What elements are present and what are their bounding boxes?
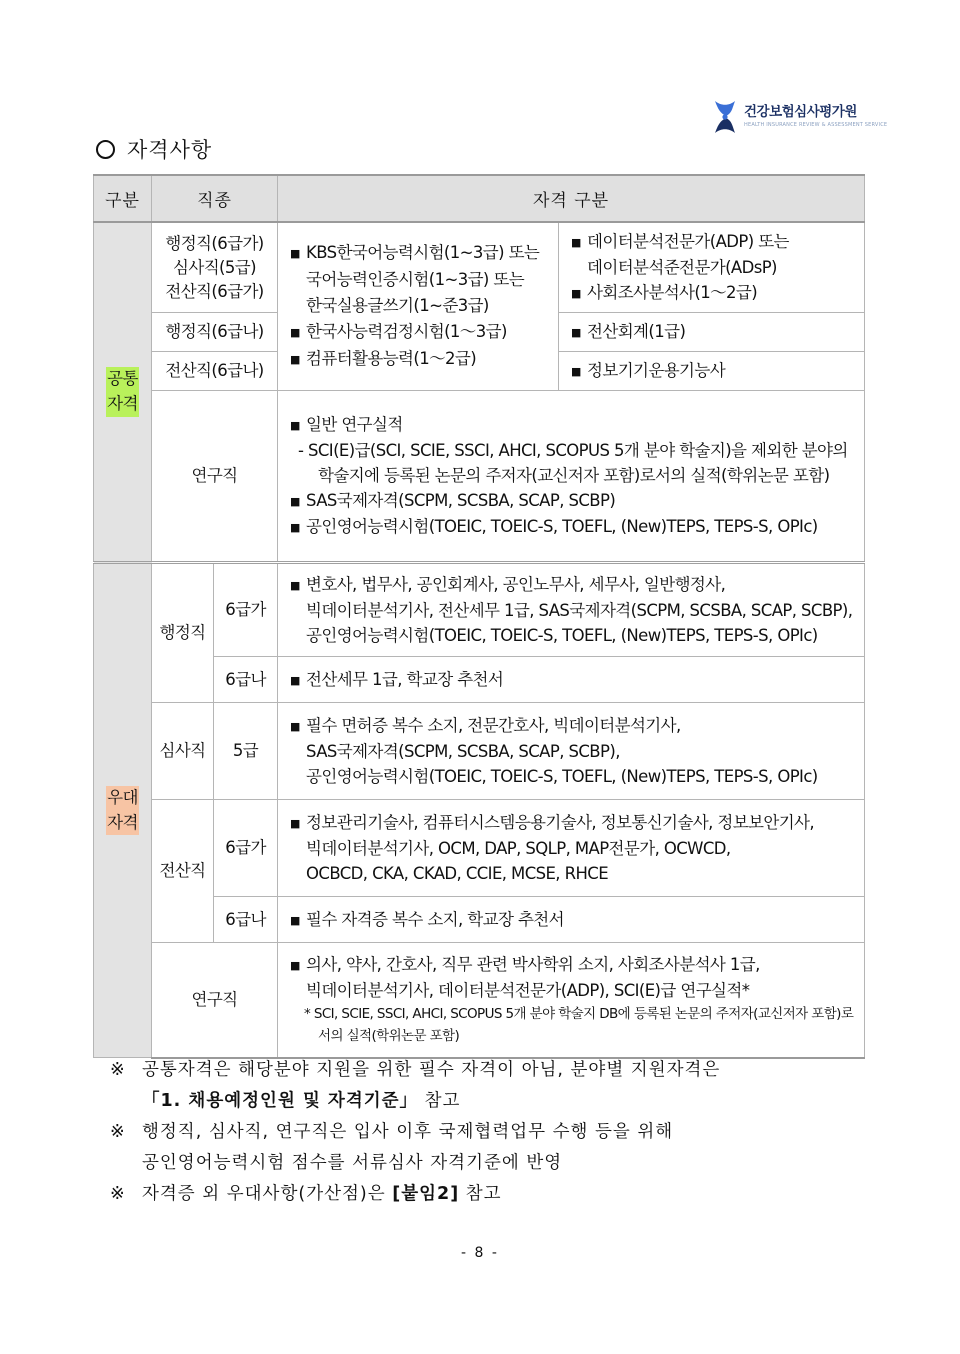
table-row: [94, 800, 865, 897]
table-row: [94, 222, 865, 313]
job-cell: 심사직: [152, 703, 214, 800]
research-footnote: * SCI, SCIE, SSCI, AHCI, SCOPUS 5개 분야 학술지 DB에 등록된 논문의 주저자(교신저자 포함)로서의 실적(학위논문 포함): [304, 1006, 854, 1045]
note-continuation: 공인영어능력시험 점수를 서류심사 자격기준에 반영: [142, 1153, 563, 1173]
job-cell: 연구직: [152, 943, 278, 1058]
reference-mark-icon: ※: [110, 1122, 126, 1142]
it-6a-qualifications: ■ 정보관리기술사, 컴퓨터시스템응용기술사, 정보통신기술사, 정보보안기사, 빅데이터분석기사, OCM, DAP, SQLP, MAP전문가, OCWCD, OCBCD, CKA, CKAD, CCIE, MCSE, RHCE: [278, 800, 865, 897]
hira-logo-icon: [712, 100, 738, 134]
job-cell: 행정직(6급가) 심사직(5급) 전산직(6급가): [152, 222, 278, 313]
job-cell: 연구직: [152, 391, 278, 563]
section-title: [96, 134, 212, 164]
it-6b-qualifications: ■ 필수 자격증 복수 소지, 학교장 추천서: [278, 897, 865, 943]
header-job-type: 직종: [152, 175, 278, 222]
page-number: - 8 -: [461, 1245, 499, 1261]
grade-cell: 6급나: [214, 657, 278, 703]
job-cell: 행정직: [152, 563, 214, 703]
admin-6b-qualifications: ■ 전산세무 1급, 학교장 추천서: [278, 657, 865, 703]
common-right-qualifications-3: ■ 정보기기운용기능사: [559, 352, 865, 391]
job-cell: 행정직(6급나): [152, 313, 278, 352]
job-cell: 전산직: [152, 800, 214, 943]
logo-subtitle: HEALTH INSURANCE REVIEW & ASSESSMENT SERVICE: [744, 121, 888, 128]
logo-name: 건강보험심사평가원: [744, 104, 857, 121]
note-continuation: 「1. 채용예정인원 및 자격기준」 참고: [142, 1091, 461, 1111]
hollow-circle-bullet-icon: [96, 140, 115, 159]
research-preferred-qualifications: ■ 의사, 약사, 간호사, 직무 관련 박사학위 소지, 사회조사분석사 1급, 빅데이터분석기사, 데이터분석전문가(ADP), SCI(E)급 연구실적* * SCI, SCIE, SSCI, AHCI, SCOPUS 5개 분야 학술지 DB에 등록된 논문의 주저자(교신저자 포함)로서의 실적(학위논문 포함): [278, 943, 865, 1058]
job-cell: 전산직(6급나): [152, 352, 278, 391]
table-header-row: [94, 175, 865, 222]
note-reference: [붙임2]: [392, 1184, 460, 1204]
section-title-text: 자격사항: [127, 138, 213, 162]
common-research-qualifications: ■ 일반 연구실적 - SCI(E)급(SCI, SCIE, SSCI, AHCI, SCOPUS 5개 분야 학술지)을 제외한 분야의 학술지에 등록된 논문의 주저자(교신저자 포함)로서의 실적(학위논문 포함) ■ SAS국제자격(SCPM, SCSBA, SCAP, SCBP) ■ 공인영어능력시험(TOEIC, TOEIC-S, TOEFL, (New)TEPS, TEPS-S, OPIc): [278, 391, 865, 563]
header-category: 구분: [94, 175, 152, 222]
hira-logo: [712, 100, 887, 134]
note-item: ※ 자격증 외 우대사항(가산점)은 [붙임2] 참고: [110, 1179, 720, 1210]
admin-6a-qualifications: ■ 변호사, 법무사, 공인회계사, 공인노무사, 세무사, 일반행정사, 빅데이터분석기사, 전산세무 1급, SAS국제자격(SCPM, SCSBA, SCAP, SCBP), 공인영어능력시험(TOEIC, TOEIC-S, TOEFL, (New)TEPS, TEPS-S, OPIc): [278, 563, 865, 657]
notes: [110, 1055, 720, 1210]
reference-mark-icon: ※: [110, 1060, 126, 1080]
common-right-qualifications-1: ■ 데이터분석전문가(ADP) 또는 데이터분석준전문가(ADsP) ■ 사회조사분석사(1～2급): [559, 222, 865, 313]
note-reference: 「1. 채용예정인원 및 자격기준」: [142, 1091, 419, 1111]
note-item: ※ 공통자격은 해당분야 지원을 위한 필수 자격이 아님, 분야별 지원자격은: [110, 1055, 720, 1086]
grade-cell: 5급: [214, 703, 278, 800]
table-row: [94, 563, 865, 657]
reference-mark-icon: ※: [110, 1184, 126, 1204]
grade-cell: 6급가: [214, 800, 278, 897]
grade-cell: 6급나: [214, 897, 278, 943]
common-right-qualifications-2: ■ 전산회계(1급): [559, 313, 865, 352]
audit-5-qualifications: ■ 필수 면허증 복수 소지, 전문간호사, 빅데이터분석기사, SAS국제자격(SCPM, SCSBA, SCAP, SCBP), 공인영어능력시험(TOEIC, TOEIC-S, TOEFL, (New)TEPS, TEPS-S, OPIc): [278, 703, 865, 800]
table-row: [94, 391, 865, 563]
common-qualification-label: 공통 자격: [94, 222, 152, 563]
table-row: [94, 703, 865, 800]
common-left-qualifications: ■ KBS한국어능력시험(1~3급) 또는 국어능력인증시험(1~3급) 또는 한국실용글쓰기(1~준3급) ■ 한국사능력검정시험(1～3급) ■ 컴퓨터활용능력(1～2급): [278, 222, 559, 391]
table-row: [94, 943, 865, 1058]
grade-cell: 6급가: [214, 563, 278, 657]
header-qualification: 자격 구분: [278, 175, 865, 222]
note-item: ※ 행정직, 심사직, 연구직은 입사 이후 국제협력업무 수행 등을 위해: [110, 1117, 720, 1148]
preferred-qualification-label: 우대 자격: [94, 563, 152, 1058]
qualification-table: [93, 174, 865, 1059]
